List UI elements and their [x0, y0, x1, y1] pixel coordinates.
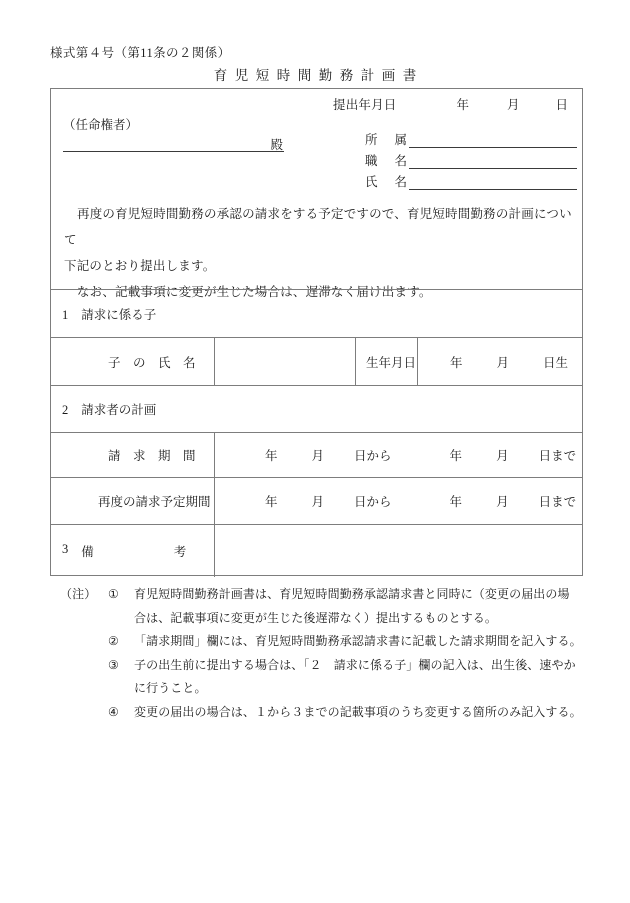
section-2-title: [62, 400, 156, 418]
remarks-label: [62, 542, 212, 560]
birth-date-label: 生年月日: [366, 355, 417, 370]
submission-date-label: 提出年月日: [333, 98, 397, 112]
name-input[interactable]: [409, 173, 577, 190]
divider-next-claim-period: [214, 478, 215, 524]
name-label-char2: 名: [394, 174, 407, 189]
claim-to-month: 月: [496, 449, 509, 463]
affiliation-label-char2: 属: [394, 132, 407, 147]
job-title-row: [365, 148, 577, 169]
claim-from-day: 日から: [354, 449, 392, 463]
job-title-label-char1: 職: [365, 153, 378, 168]
divider-birth-label: [355, 338, 356, 385]
note-item: [108, 630, 590, 654]
next-to-month: 月: [496, 495, 509, 509]
submission-day-unit: 日: [555, 98, 569, 112]
affiliation-label: [365, 134, 409, 149]
remarks-label-char1: 備: [81, 545, 94, 559]
job-title-input[interactable]: [409, 152, 577, 169]
note-text-line-1: 育児短時間勤務計画書は、育児短時間勤務承認請求書と同時に（変更の届出の場: [134, 587, 570, 601]
next-claim-period-label: 再度の請求予定期間: [98, 495, 211, 509]
claim-from-year: 年: [265, 449, 278, 463]
addressee-suffix: 殿: [270, 138, 283, 152]
section-3-number: 3: [62, 542, 69, 556]
claim-period-input[interactable]: [265, 446, 576, 464]
section-1-title: [62, 305, 156, 323]
appointer-input-line[interactable]: [63, 133, 284, 152]
child-info-row: [50, 337, 583, 385]
divider-child-name: [214, 338, 215, 385]
note-item: [108, 583, 590, 630]
form-code: 様式第４号（第11条の２関係）: [50, 46, 231, 60]
next-from-year: 年: [265, 495, 278, 509]
divider-claim-period: [214, 433, 215, 477]
notes-list: [108, 583, 590, 724]
paragraph-2: なお、記載事項に変更が生じた場合は、遅滞なく届け出ます。: [77, 285, 432, 299]
section-2-header-row: [50, 385, 583, 432]
next-claim-period-row: [50, 477, 583, 524]
section-1-header-row: [50, 289, 583, 337]
submission-month-unit: 月: [507, 98, 520, 112]
name-label: [365, 176, 409, 191]
appointer-label: （任命権者）: [63, 118, 139, 132]
claim-period-label: 請 求 期 間: [108, 449, 196, 463]
claim-from-month: 月: [311, 449, 325, 463]
birth-year-unit: 年: [450, 355, 463, 370]
submission-year-unit: 年: [456, 98, 470, 112]
remarks-label-char2: 考: [173, 545, 187, 559]
paragraph-1-line-2: 下記のとおり提出します。: [64, 259, 216, 273]
job-title-label-char2: 名: [394, 153, 407, 168]
section-2-number: 2: [62, 403, 69, 417]
note-item: [108, 654, 590, 701]
form-outer-box: [50, 88, 583, 576]
section-1-number: 1: [62, 307, 69, 322]
claim-to-day: 日まで: [538, 449, 577, 463]
notes-head: （注）: [60, 587, 97, 601]
birth-day-unit: 日生: [543, 355, 569, 370]
submission-date-row: [333, 95, 573, 113]
remarks-row: [50, 524, 583, 577]
applicant-fields: [365, 127, 577, 190]
note-text-line-2: に行うこと。: [134, 681, 207, 695]
note-marker: ①: [108, 587, 119, 601]
next-from-month: 月: [311, 495, 325, 509]
section-2-label: 請求者の計画: [81, 403, 157, 417]
job-title-label: [365, 155, 409, 170]
divider-birth-value: [417, 338, 418, 385]
page-title: 育児短時間勤務計画書: [213, 68, 424, 83]
section-1-label: 請求に係る子: [81, 307, 157, 322]
claim-to-year: 年: [449, 449, 463, 463]
affiliation-label-char1: 所: [365, 132, 378, 147]
name-label-char1: 氏: [365, 174, 378, 189]
next-from-day: 日から: [354, 495, 392, 509]
affiliation-row: [365, 127, 577, 148]
note-text-line-1: 「請求期間」欄には、育児短時間勤務承認請求書に記載した請求期間を記入する。: [134, 634, 582, 648]
name-row: [365, 169, 577, 190]
claim-period-row: [50, 432, 583, 477]
birth-date-input[interactable]: [450, 353, 568, 371]
note-text-line-2: 合は、記載事項に変更が生じた後遅滞なく）提出するものとする。: [134, 610, 498, 625]
note-text-line-1: 変更の届出の場合は、１から３までの記載事項のうち変更する箇所のみ記入する。: [134, 704, 582, 719]
notes-block: [60, 583, 590, 724]
note-text-line-1: 子の出生前に提出する場合は、「２ 請求に係る子」欄の記入は、出生後、速やか: [134, 657, 576, 672]
divider-remarks: [214, 525, 215, 577]
note-marker: ④: [108, 704, 119, 719]
paragraph-1-line-1: 再度の育児短時間勤務の承認の請求をする予定ですので、育児短時間勤務の計画について: [64, 207, 572, 247]
next-to-day: 日まで: [538, 495, 577, 509]
birth-month-unit: 月: [496, 355, 510, 370]
affiliation-input[interactable]: [409, 131, 577, 148]
next-to-year: 年: [449, 495, 463, 509]
child-name-label: 子 の 氏 名: [108, 355, 196, 370]
note-item: [108, 701, 590, 725]
note-marker: ③: [108, 657, 119, 672]
note-marker: ②: [108, 634, 119, 648]
next-claim-period-input[interactable]: [265, 492, 576, 510]
